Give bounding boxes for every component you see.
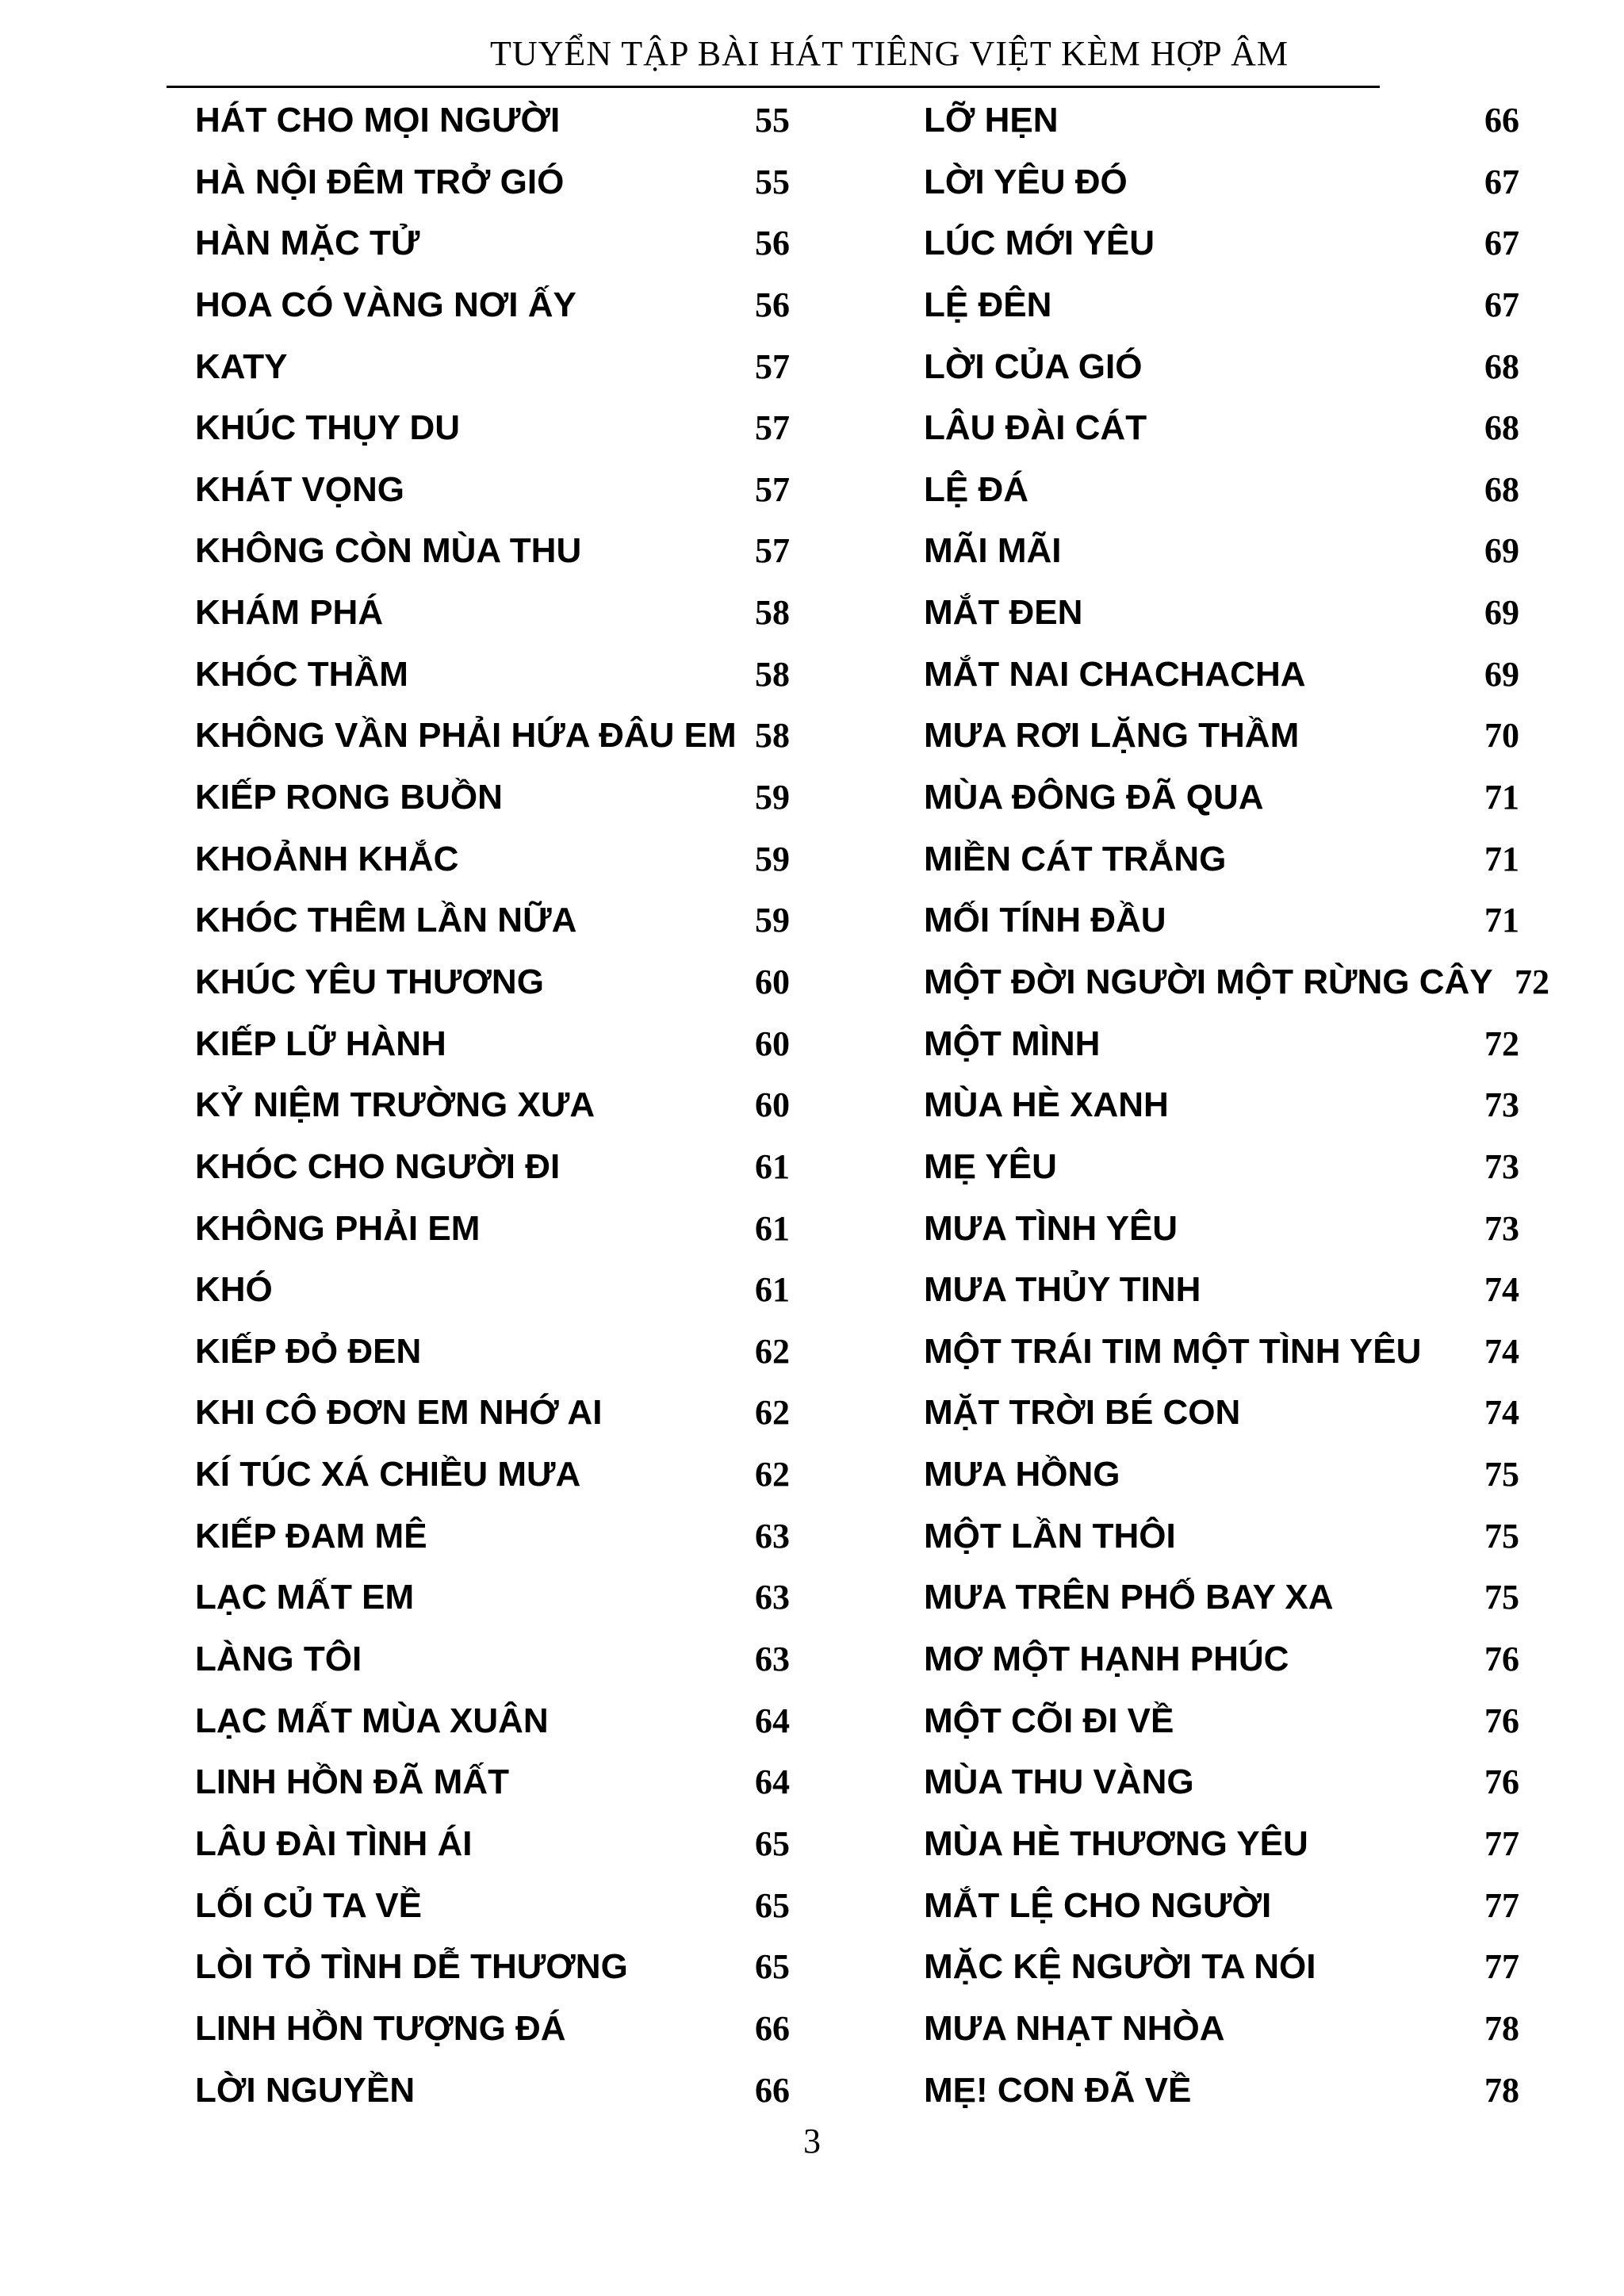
song-page-number: 59 — [755, 901, 790, 940]
song-title: MƯA HỒNG — [924, 1455, 1120, 1494]
song-page-number: 58 — [755, 593, 790, 633]
song-page-number: 60 — [755, 962, 790, 1001]
song-page-number: 75 — [1484, 1516, 1519, 1556]
song-title: MỘT CÕI ĐI VỀ — [924, 1701, 1174, 1740]
song-page-number: 67 — [1484, 162, 1519, 201]
song-page-number: 73 — [1484, 1208, 1519, 1248]
song-page-number: 75 — [1484, 1578, 1519, 1617]
song-title: LỜI YÊU ĐÓ — [924, 162, 1128, 201]
song-page-number: 67 — [1484, 285, 1519, 324]
song-title: LẠC MẤT EM — [195, 1578, 415, 1617]
song-title: HÀ NỘI ĐÊM TRỞ GIÓ — [195, 162, 565, 201]
song-title: KHÁM PHÁ — [195, 593, 384, 633]
song-page-number: 60 — [755, 1024, 790, 1063]
song-page-number: 62 — [755, 1455, 790, 1494]
song-page-number: 77 — [1484, 1823, 1519, 1863]
song-page-number: 57 — [755, 531, 790, 571]
song-title: MỘT LẦN THÔI — [924, 1516, 1176, 1556]
song-page-number: 69 — [1484, 593, 1519, 633]
song-page-number: 60 — [755, 1085, 790, 1125]
song-page-number: 71 — [1484, 778, 1519, 817]
song-page-number: 69 — [1484, 531, 1519, 571]
song-page-number: 57 — [755, 469, 790, 509]
song-title: MẶC KỆ NGƯỜI TA NÓI — [924, 1947, 1316, 1987]
song-page-number: 67 — [1484, 224, 1519, 263]
song-page-number: 65 — [755, 1885, 790, 1925]
song-title: LỐI CỦ TA VỀ — [195, 1885, 422, 1925]
song-page-number: 73 — [1484, 1146, 1519, 1186]
song-title: KHÓC CHO NGƯỜI ĐI — [195, 1146, 561, 1186]
song-title: LỜI NGUYỀN — [195, 2070, 416, 2110]
song-page-number: 73 — [1484, 1085, 1519, 1125]
song-title: LÂU ĐÀI TÌNH ÁI — [195, 1823, 473, 1863]
song-title: MỘT MÌNH — [924, 1024, 1101, 1063]
song-title: MÙA HÈ THƯƠNG YÊU — [924, 1823, 1308, 1863]
song-page-number: 57 — [755, 408, 790, 448]
running-header: TUYỂN TẬP BÀI HÁT TIÊNG VIỆT KÈM HỢP ÂM — [490, 34, 1289, 73]
song-title: LỜI CỦA GIÓ — [924, 346, 1143, 386]
song-title: MƯA THỦY TINH — [924, 1270, 1201, 1310]
song-page-number: 78 — [1484, 2008, 1519, 2048]
song-title: MẮT ĐEN — [924, 593, 1083, 633]
song-title: MỘT TRÁI TIM MỘT TÌNH YÊU — [924, 1331, 1422, 1371]
song-page-number: 61 — [755, 1146, 790, 1186]
song-title: KHÚC YÊU THƯƠNG — [195, 962, 544, 1001]
song-page-number: 74 — [1484, 1331, 1519, 1371]
song-page-number: 64 — [755, 1701, 790, 1740]
song-title: MƠ MỘT HẠNH PHÚC — [924, 1640, 1289, 1679]
song-page-number: 68 — [1484, 469, 1519, 509]
song-title: MƯA TÌNH YÊU — [924, 1208, 1178, 1248]
song-title: HOA CÓ VÀNG NƠI ẤY — [195, 285, 576, 324]
song-title: LỆ ĐÊN — [924, 285, 1052, 324]
song-title: MƯA NHẠT NHÒA — [924, 2008, 1225, 2048]
song-page-number: 77 — [1484, 1885, 1519, 1925]
song-page-number: 55 — [755, 101, 790, 140]
song-page-number: 62 — [755, 1331, 790, 1371]
song-title: LỠ HẸN — [924, 101, 1059, 140]
song-title: LINH HỒN TƯỢNG ĐÁ — [195, 2008, 566, 2048]
song-title: LÂU ĐÀI CÁT — [924, 408, 1147, 448]
song-title: MẮT LỆ CHO NGƯỜI — [924, 1885, 1272, 1925]
song-title: MÃI MÃI — [924, 531, 1062, 571]
song-title: MẸ! CON ĐÃ VỀ — [924, 2070, 1192, 2110]
song-page-number: 59 — [755, 839, 790, 878]
song-page-number: 66 — [755, 2070, 790, 2110]
song-title: HÁT CHO MỌI NGƯỜI — [195, 101, 561, 140]
song-page-number: 61 — [755, 1270, 790, 1310]
song-title: MẸ YÊU — [924, 1146, 1057, 1186]
song-title: KATY — [195, 346, 288, 386]
song-title: MIỀN CÁT TRẮNG — [924, 839, 1227, 878]
song-title: MỘT ĐỜI NGƯỜI MỘT RỪNG CÂY — [924, 962, 1493, 1001]
song-title: LÚC MỚI YÊU — [924, 224, 1155, 263]
song-page-number: 68 — [1484, 346, 1519, 386]
song-page-number: 70 — [1484, 716, 1519, 756]
song-title: KỶ NIỆM TRƯỜNG XƯA — [195, 1085, 596, 1125]
song-page-number: 63 — [755, 1640, 790, 1679]
song-title: HÀN MẶC TỬ — [195, 224, 420, 263]
song-page-number: 63 — [755, 1578, 790, 1617]
song-title: MÙA ĐÔNG ĐÃ QUA — [924, 778, 1264, 817]
song-title: LINH HỒN ĐÃ MẤT — [195, 1762, 509, 1802]
song-page-number: 66 — [1484, 101, 1519, 140]
song-page-number: 69 — [1484, 654, 1519, 694]
page-number: 3 — [803, 2122, 821, 2160]
song-page-number: 56 — [755, 224, 790, 263]
song-title: MÙA THU VÀNG — [924, 1762, 1194, 1802]
song-title: KHÓC THẦM — [195, 654, 408, 694]
song-page-number: 75 — [1484, 1455, 1519, 1494]
song-page-number: 71 — [1484, 901, 1519, 940]
song-title: KHÓC THÊM LẦN NỮA — [195, 901, 577, 940]
song-page-number: 74 — [1484, 1270, 1519, 1310]
song-title: KÍ TÚC XÁ CHIỀU MƯA — [195, 1455, 581, 1494]
song-page-number: 63 — [755, 1516, 790, 1556]
song-page-number: 57 — [755, 346, 790, 386]
song-page-number: 76 — [1484, 1762, 1519, 1802]
song-title: LẠC MẤT MÙA XUÂN — [195, 1701, 549, 1740]
song-title: KIẾP RONG BUỒN — [195, 778, 503, 817]
song-page-number: 58 — [755, 654, 790, 694]
header-rule — [167, 86, 1380, 88]
song-title: LÒI TỎ TÌNH DỄ THƯƠNG — [195, 1947, 628, 1987]
song-title: LỆ ĐÁ — [924, 469, 1028, 509]
song-title: KHÔNG PHẢI EM — [195, 1208, 481, 1248]
song-page-number: 76 — [1484, 1640, 1519, 1679]
song-title: KIẾP ĐAM MÊ — [195, 1516, 427, 1556]
song-title: LÀNG TÔI — [195, 1640, 362, 1679]
song-title: MẶT TRỜI BÉ CON — [924, 1393, 1241, 1433]
song-page-number: 78 — [1484, 2070, 1519, 2110]
song-page-number: 62 — [755, 1393, 790, 1433]
song-title: KHOẢNH KHẮC — [195, 839, 459, 878]
song-page-number: 55 — [755, 162, 790, 201]
song-title: KHÁT VỌNG — [195, 469, 404, 509]
song-title: MÙA HÈ XANH — [924, 1085, 1169, 1125]
song-page-number: 77 — [1484, 1947, 1519, 1987]
song-title: KHÚC THỤY DU — [195, 408, 461, 448]
song-page-number: 59 — [755, 778, 790, 817]
song-page-number: 68 — [1484, 408, 1519, 448]
song-title: MỐI TÍNH ĐẦU — [924, 901, 1166, 940]
song-page-number: 72 — [1515, 962, 1549, 1001]
song-title: MƯA TRÊN PHỐ BAY XA — [924, 1578, 1334, 1617]
song-title: MƯA RƠI LẶNG THẦM — [924, 716, 1300, 756]
song-title: KHI CÔ ĐƠN EM NHỚ AI — [195, 1393, 603, 1433]
song-page-number: 61 — [755, 1208, 790, 1248]
song-page-number: 76 — [1484, 1701, 1519, 1740]
song-page-number: 74 — [1484, 1393, 1519, 1433]
song-page-number: 64 — [755, 1762, 790, 1802]
song-page-number: 58 — [755, 716, 790, 756]
song-page-number: 66 — [755, 2008, 790, 2048]
song-title: KHÔNG VẦN PHẢI HỨA ĐÂU EM — [195, 716, 737, 756]
song-page-number: 56 — [755, 285, 790, 324]
song-title: KHÔNG CÒN MÙA THU — [195, 531, 582, 571]
song-title: KIẾP LỮ HÀNH — [195, 1024, 446, 1063]
song-title: KHÓ — [195, 1270, 273, 1310]
song-title: MẮT NAI CHACHACHA — [924, 654, 1306, 694]
song-page-number: 72 — [1484, 1024, 1519, 1063]
song-title: KIẾP ĐỎ ĐEN — [195, 1331, 422, 1371]
song-page-number: 65 — [755, 1947, 790, 1987]
song-page-number: 71 — [1484, 839, 1519, 878]
song-page-number: 65 — [755, 1823, 790, 1863]
